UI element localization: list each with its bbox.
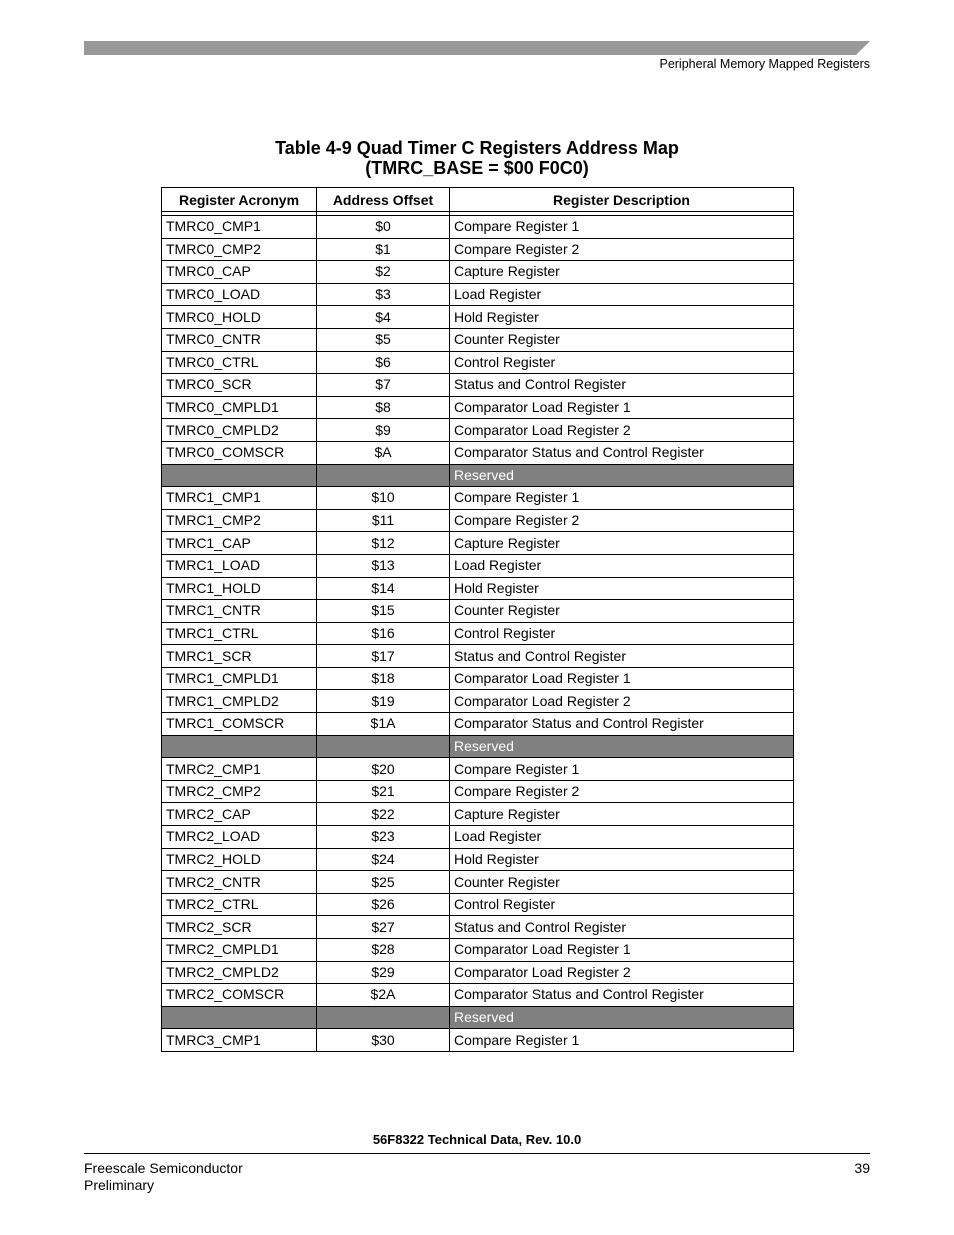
register-address-table <box>161 187 794 1052</box>
cell-acronym: TMRC2_COMSCR <box>162 984 317 1007</box>
cell-offset: $25 <box>317 871 450 894</box>
table-row <box>162 667 794 690</box>
table-title-line-2: (TMRC_BASE = $00 F0C0) <box>365 158 589 178</box>
cell-offset: $19 <box>317 690 450 713</box>
cell-acronym: TMRC0_CTRL <box>162 351 317 374</box>
cell-description: Compare Register 1 <box>450 487 794 510</box>
document-status: Preliminary <box>84 1177 155 1193</box>
cell-acronym: TMRC2_CMPLD2 <box>162 961 317 984</box>
cell-description: Load Register <box>450 554 794 577</box>
cell-acronym: TMRC2_SCR <box>162 916 317 939</box>
cell-description: Capture Register <box>450 261 794 284</box>
cell-acronym <box>162 1006 317 1029</box>
cell-offset: $A <box>317 441 450 464</box>
cell-acronym: TMRC1_HOLD <box>162 577 317 600</box>
cell-acronym <box>162 464 317 487</box>
table-row <box>162 509 794 532</box>
cell-description: Capture Register <box>450 532 794 555</box>
cell-acronym: TMRC1_LOAD <box>162 554 317 577</box>
cell-description: Counter Register <box>450 600 794 623</box>
table-row <box>162 216 794 239</box>
cell-offset: $22 <box>317 803 450 826</box>
table-row <box>162 554 794 577</box>
table-row <box>162 622 794 645</box>
cell-description: Capture Register <box>450 803 794 826</box>
cell-description: Comparator Load Register 2 <box>450 961 794 984</box>
table-row <box>162 916 794 939</box>
cell-acronym: TMRC0_CMPLD2 <box>162 419 317 442</box>
cell-acronym: TMRC2_LOAD <box>162 826 317 849</box>
cell-acronym: TMRC2_CMP1 <box>162 758 317 781</box>
cell-description: Comparator Status and Control Register <box>450 441 794 464</box>
cell-offset: $2A <box>317 984 450 1007</box>
cell-offset: $7 <box>317 374 450 397</box>
table-title-line-1: Table 4-9 Quad Timer C Registers Address Map <box>275 138 679 158</box>
cell-description: Comparator Status and Control Register <box>450 984 794 1007</box>
cell-description: Control Register <box>450 351 794 374</box>
table-title <box>0 138 954 178</box>
reserved-row <box>162 1006 794 1029</box>
cell-acronym: TMRC2_CMPLD1 <box>162 939 317 962</box>
cell-acronym: TMRC0_SCR <box>162 374 317 397</box>
cell-description: Control Register <box>450 893 794 916</box>
cell-acronym: TMRC2_CMP2 <box>162 780 317 803</box>
cell-description: Comparator Load Register 1 <box>450 939 794 962</box>
cell-acronym <box>162 735 317 758</box>
footer-left <box>84 1160 243 1194</box>
cell-offset: $0 <box>317 216 450 239</box>
cell-offset: $18 <box>317 667 450 690</box>
table-row <box>162 893 794 916</box>
cell-offset: $23 <box>317 826 450 849</box>
cell-offset: $21 <box>317 780 450 803</box>
cell-description: Reserved <box>450 1006 794 1029</box>
table-row <box>162 758 794 781</box>
cell-description: Reserved <box>450 464 794 487</box>
table-row <box>162 261 794 284</box>
reserved-row <box>162 464 794 487</box>
cell-acronym: TMRC0_CMP1 <box>162 216 317 239</box>
cell-acronym: TMRC0_HOLD <box>162 306 317 329</box>
cell-description: Comparator Load Register 2 <box>450 419 794 442</box>
cell-offset: $1A <box>317 713 450 736</box>
cell-description: Compare Register 1 <box>450 758 794 781</box>
table-row <box>162 826 794 849</box>
cell-offset: $15 <box>317 600 450 623</box>
cell-offset <box>317 735 450 758</box>
cell-description: Comparator Load Register 2 <box>450 690 794 713</box>
cell-description: Status and Control Register <box>450 374 794 397</box>
document-title: 56F8322 Technical Data, Rev. 10.0 <box>372 1132 582 1147</box>
table-row <box>162 690 794 713</box>
cell-acronym: TMRC0_CMPLD1 <box>162 396 317 419</box>
cell-description: Hold Register <box>450 306 794 329</box>
table-row <box>162 961 794 984</box>
cell-offset: $20 <box>317 758 450 781</box>
cell-acronym: TMRC2_CNTR <box>162 871 317 894</box>
table-header-row <box>162 188 794 212</box>
cell-offset: $27 <box>317 916 450 939</box>
cell-description: Load Register <box>450 283 794 306</box>
cell-offset: $3 <box>317 283 450 306</box>
cell-acronym: TMRC2_CAP <box>162 803 317 826</box>
cell-offset: $17 <box>317 645 450 668</box>
cell-acronym: TMRC0_CMP2 <box>162 238 317 261</box>
cell-offset: $28 <box>317 939 450 962</box>
table-row <box>162 848 794 871</box>
cell-offset: $29 <box>317 961 450 984</box>
cell-acronym: TMRC1_CAP <box>162 532 317 555</box>
cell-offset: $6 <box>317 351 450 374</box>
cell-description: Compare Register 2 <box>450 509 794 532</box>
cell-description: Compare Register 2 <box>450 238 794 261</box>
cell-offset: $11 <box>317 509 450 532</box>
cell-offset: $2 <box>317 261 450 284</box>
table-row <box>162 532 794 555</box>
cell-offset: $12 <box>317 532 450 555</box>
cell-description: Compare Register 2 <box>450 780 794 803</box>
table-row <box>162 351 794 374</box>
cell-acronym: TMRC2_HOLD <box>162 848 317 871</box>
cell-description: Status and Control Register <box>450 916 794 939</box>
page-number: 39 <box>854 1160 870 1176</box>
cell-offset: $10 <box>317 487 450 510</box>
company-name: Freescale Semiconductor <box>84 1160 243 1176</box>
table-row <box>162 419 794 442</box>
table-row <box>162 713 794 736</box>
cell-offset <box>317 1006 450 1029</box>
cell-acronym: TMRC1_CMP2 <box>162 509 317 532</box>
cell-offset: $8 <box>317 396 450 419</box>
cell-acronym: TMRC0_LOAD <box>162 283 317 306</box>
cell-description: Compare Register 1 <box>450 1029 794 1052</box>
cell-description: Control Register <box>450 622 794 645</box>
table-row <box>162 871 794 894</box>
cell-offset <box>317 464 450 487</box>
cell-acronym: TMRC1_CTRL <box>162 622 317 645</box>
header-bar <box>84 41 870 55</box>
column-header-offset: Address Offset <box>317 188 450 212</box>
cell-acronym: TMRC2_CTRL <box>162 893 317 916</box>
cell-acronym: TMRC1_CMP1 <box>162 487 317 510</box>
cell-offset: $14 <box>317 577 450 600</box>
cell-offset: $26 <box>317 893 450 916</box>
cell-description: Load Register <box>450 826 794 849</box>
cell-description: Counter Register <box>450 328 794 351</box>
column-header-description: Register Description <box>450 188 794 212</box>
cell-acronym: TMRC1_COMSCR <box>162 713 317 736</box>
cell-acronym: TMRC0_CNTR <box>162 328 317 351</box>
cell-description: Counter Register <box>450 871 794 894</box>
cell-description: Compare Register 1 <box>450 216 794 239</box>
cell-acronym: TMRC0_COMSCR <box>162 441 317 464</box>
cell-acronym: TMRC1_SCR <box>162 645 317 668</box>
table-row <box>162 1029 794 1052</box>
table-row <box>162 645 794 668</box>
cell-description: Comparator Status and Control Register <box>450 713 794 736</box>
reserved-row <box>162 735 794 758</box>
table-row <box>162 396 794 419</box>
cell-offset: $16 <box>317 622 450 645</box>
table-row <box>162 487 794 510</box>
table-row <box>162 600 794 623</box>
table-row <box>162 803 794 826</box>
cell-acronym: TMRC1_CNTR <box>162 600 317 623</box>
cell-description: Reserved <box>450 735 794 758</box>
table-body <box>162 212 794 1052</box>
table-row <box>162 283 794 306</box>
cell-description: Comparator Load Register 1 <box>450 667 794 690</box>
section-header: Peripheral Memory Mapped Registers <box>659 57 870 71</box>
cell-description: Comparator Load Register 1 <box>450 396 794 419</box>
cell-offset: $4 <box>317 306 450 329</box>
cell-offset: $1 <box>317 238 450 261</box>
column-header-acronym: Register Acronym <box>162 188 317 212</box>
table-row <box>162 374 794 397</box>
table-row <box>162 328 794 351</box>
cell-description: Status and Control Register <box>450 645 794 668</box>
cell-acronym: TMRC1_CMPLD2 <box>162 690 317 713</box>
table-row <box>162 238 794 261</box>
table-row <box>162 939 794 962</box>
table-row <box>162 306 794 329</box>
cell-acronym: TMRC0_CAP <box>162 261 317 284</box>
cell-offset: $13 <box>317 554 450 577</box>
table-row <box>162 780 794 803</box>
cell-acronym: TMRC1_CMPLD1 <box>162 667 317 690</box>
footer-divider <box>84 1153 870 1154</box>
table-row <box>162 577 794 600</box>
cell-offset: $5 <box>317 328 450 351</box>
cell-offset: $9 <box>317 419 450 442</box>
cell-acronym: TMRC3_CMP1 <box>162 1029 317 1052</box>
cell-offset: $24 <box>317 848 450 871</box>
cell-description: Hold Register <box>450 848 794 871</box>
table-row <box>162 984 794 1007</box>
cell-description: Hold Register <box>450 577 794 600</box>
table-row <box>162 441 794 464</box>
cell-offset: $30 <box>317 1029 450 1052</box>
